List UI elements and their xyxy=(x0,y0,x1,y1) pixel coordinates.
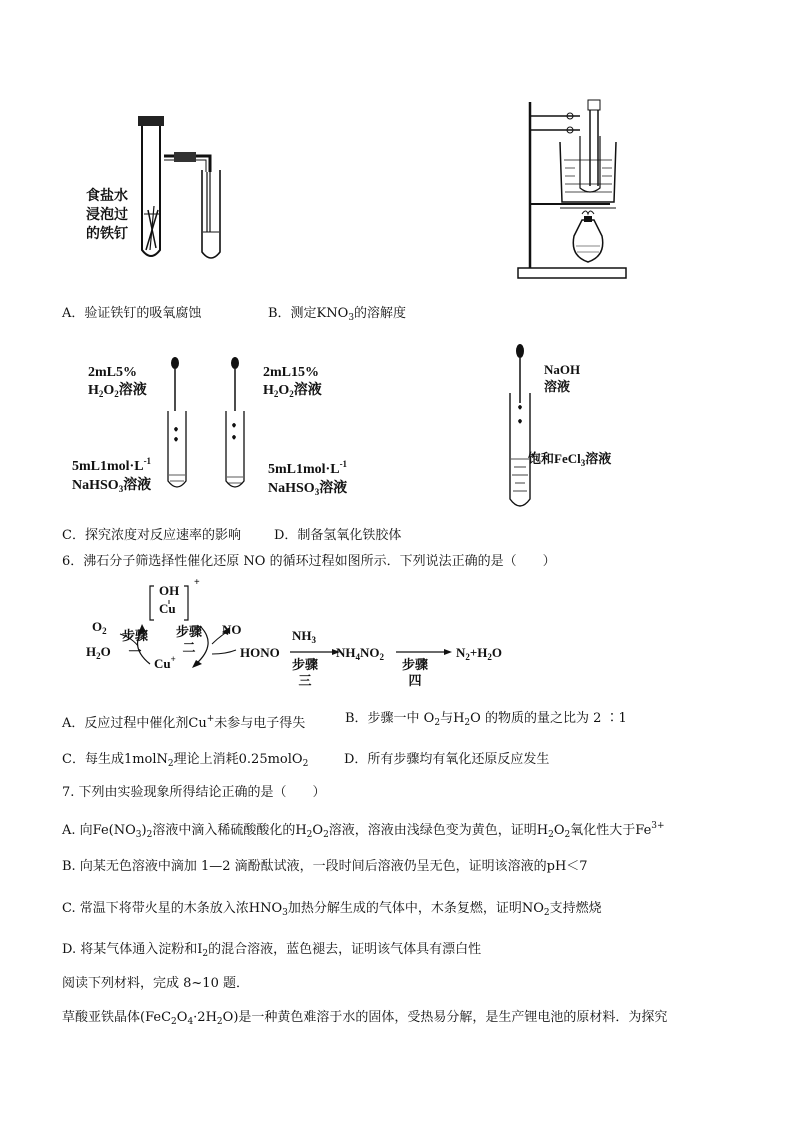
figure-d-label-top xyxy=(544,361,580,395)
label-line: 2mL15% xyxy=(263,365,319,380)
subscript: 3 xyxy=(135,830,142,840)
paragraph-text: O)是一种黄色难溶于水的固体，受热易分解，是生产锂电池的原材料．为探究 xyxy=(222,1010,668,1025)
superscript: -1 xyxy=(339,459,348,469)
scheme-text: O xyxy=(491,645,503,660)
subscript: 2 xyxy=(146,830,153,840)
figure-c-label-left-bottom xyxy=(72,452,151,499)
subscript: 2 xyxy=(98,389,104,399)
figure-c-label-left-top xyxy=(88,364,147,403)
q6-option-b xyxy=(345,711,627,731)
subscript: 2 xyxy=(167,759,174,769)
subscript: 4 xyxy=(187,1017,194,1027)
q7-option-b: B. 向某无色溶液中滴加 1—2 滴酚酞试液，一段时间后溶液仍呈无色，证明该溶液的pH＜7 xyxy=(62,859,588,874)
subscript: 2 xyxy=(273,389,279,399)
caption-d: D．制备氢氧化铁胶体 xyxy=(274,528,402,543)
scheme-step-number: 二 xyxy=(182,640,196,655)
subscript: 2 xyxy=(464,718,471,728)
subscript: 2 xyxy=(102,626,107,636)
label-line xyxy=(88,382,147,403)
label-line xyxy=(263,382,322,403)
option-text: B．步骤一中 O xyxy=(345,711,435,726)
option-text: 支持燃烧 xyxy=(549,901,602,916)
scheme-cu-plus xyxy=(154,654,176,672)
figure-d-apparatus xyxy=(500,343,550,513)
subscript: 2 xyxy=(306,830,313,840)
label-line xyxy=(72,476,151,499)
subscript: 2 xyxy=(171,1017,177,1027)
question-7-stem: 7. 下列由实验现象所得结论正确的是（ ） xyxy=(62,785,326,800)
scheme-step-number: 四 xyxy=(408,673,422,688)
option-text: A. 向Fe(NO xyxy=(62,823,136,838)
q6-option-a xyxy=(62,711,305,732)
figure-d-label-side xyxy=(528,448,611,468)
option-text: 与H xyxy=(440,711,465,726)
scheme-step-2 xyxy=(176,624,202,656)
scheme-step-label: 步骤 xyxy=(292,657,319,672)
figure-c-label-right-bottom xyxy=(268,455,347,502)
caption-b xyxy=(268,306,406,326)
scheme-charge: + xyxy=(194,577,200,588)
label-text: H xyxy=(88,383,99,398)
scheme-text: +H xyxy=(469,645,488,660)
q7-option-a xyxy=(62,818,665,843)
subscript: 2 xyxy=(379,652,384,662)
option-text: 溶液，溶液由浅绿色变为黄色，证明H xyxy=(328,823,549,838)
subscript: 2 xyxy=(302,759,309,769)
label-line: 浸泡过 xyxy=(86,208,128,223)
label-text: 5mL1mol·L xyxy=(72,459,144,474)
caption-c: C．探究浓度对反应速率的影响 xyxy=(62,528,241,543)
label-text: NaHSO xyxy=(268,481,315,496)
subscript: 3 xyxy=(282,908,288,918)
subscript: 2 xyxy=(323,830,329,840)
subscript: 2 xyxy=(465,652,470,662)
label-text: 溶液 xyxy=(585,451,612,466)
subscript: 2 xyxy=(289,389,294,399)
subscript: 2 xyxy=(114,389,119,399)
subscript: 3 xyxy=(118,484,124,494)
subscript: 2 xyxy=(543,908,550,918)
scheme-nh4no2 xyxy=(336,645,384,662)
option-text: O 的物质的量之比为 2 ∶1 xyxy=(470,711,627,726)
option-text: A．反应过程中催化剂Cu xyxy=(62,716,207,731)
reading-paragraph xyxy=(62,1010,667,1030)
subscript: 2 xyxy=(548,830,554,840)
caption-b-text: 的溶解度 xyxy=(354,306,407,321)
scheme-text: NH xyxy=(336,645,356,660)
figure-c-apparatus xyxy=(160,355,260,505)
caption-b-text: B．测定KNO xyxy=(268,306,349,321)
subscript: 3 xyxy=(580,458,586,468)
option-text: 未参与电子得失 xyxy=(214,716,306,731)
figure-c-label-right-top xyxy=(263,364,322,403)
subscript: 3 xyxy=(311,635,316,645)
scheme-text: NO xyxy=(360,645,380,660)
figure-a-label xyxy=(86,187,128,244)
subscript: 2 xyxy=(96,651,101,661)
scheme-h2o xyxy=(86,644,111,661)
scheme-step-1 xyxy=(122,628,148,660)
subscript: 2 xyxy=(434,718,441,728)
scheme-text: Cu xyxy=(154,656,171,671)
q6-option-d: D．所有步骤均有氧化还原反应发生 xyxy=(344,752,550,767)
label-line: 溶液 xyxy=(544,379,571,394)
superscript: + xyxy=(170,654,176,664)
question-6-stem: 6．沸石分子筛选择性催化还原 NO 的循环过程如图所示．下列说法正确的是（ ） xyxy=(62,554,556,569)
subscript: 2 xyxy=(202,949,209,959)
label-text: 溶液 xyxy=(118,383,147,398)
label-line xyxy=(268,479,347,502)
option-text: O xyxy=(553,823,565,838)
label-line: 2mL5% xyxy=(88,365,137,380)
label-line: 的铁钉 xyxy=(86,227,128,242)
q7-option-d xyxy=(62,942,481,962)
paragraph-text: O xyxy=(176,1010,188,1025)
scheme-nh3 xyxy=(292,628,316,645)
scheme-step-label: 步骤 xyxy=(402,657,429,672)
label-text: O xyxy=(278,383,290,398)
scheme-hono: HONO xyxy=(240,645,280,660)
label-line xyxy=(268,455,347,479)
subscript: 4 xyxy=(355,652,360,662)
subscript: 2 xyxy=(564,830,571,840)
option-text: 理论上消耗0.25molO xyxy=(173,752,303,767)
scheme-step-4 xyxy=(402,657,428,689)
subscript: 3 xyxy=(314,487,320,497)
scheme-text: O xyxy=(100,644,111,659)
option-text: 溶液中滴入稀硫酸酸化的H xyxy=(152,823,307,838)
superscript: 3+ xyxy=(651,821,665,831)
label-line xyxy=(72,452,151,476)
option-text: 的混合溶液，蓝色褪去，证明该气体具有漂白性 xyxy=(208,942,482,957)
label-text: H xyxy=(263,383,274,398)
q7-option-c xyxy=(62,901,602,921)
scheme-text: N xyxy=(456,645,466,660)
option-text: C. 常温下将带火星的木条放入浓HNO xyxy=(62,901,283,916)
scheme-cu: Cu xyxy=(159,601,176,616)
label-text: 溶液 xyxy=(123,478,152,493)
option-text: D. 将某气体通入淀粉和I xyxy=(62,942,203,957)
scheme-no: NO xyxy=(222,622,242,637)
superscript: + xyxy=(206,714,215,724)
label-text: NaHSO xyxy=(72,478,119,493)
option-text: ) xyxy=(141,823,147,838)
scheme-text: NH xyxy=(292,628,312,643)
scheme-oh: OH xyxy=(159,583,180,598)
option-text: C．每生成1molN xyxy=(62,752,168,767)
option-text: O xyxy=(312,823,324,838)
q6-option-c xyxy=(62,752,308,772)
option-text: 加热分解生成的气体中，木条复燃，证明NO xyxy=(287,901,544,916)
paragraph-text: 草酸亚铁晶体(FeC xyxy=(62,1010,172,1025)
scheme-step-number: 三 xyxy=(298,673,312,688)
paragraph-text: ·2H xyxy=(193,1010,217,1025)
scheme-step-label: 步骤 xyxy=(122,628,149,643)
scheme-text: H xyxy=(86,644,97,659)
scheme-products xyxy=(456,645,502,662)
label-line: NaOH xyxy=(544,362,581,377)
subscript: 3 xyxy=(348,313,355,323)
label-text: 溶液 xyxy=(293,383,322,398)
scheme-text: O xyxy=(92,619,103,634)
label-text: 溶液 xyxy=(319,481,348,496)
label-text: 饱和FeCl xyxy=(528,451,581,466)
option-text: 氧化性大于Fe xyxy=(570,823,652,838)
reading-intro: 阅读下列材料，完成 8~10 题． xyxy=(62,976,249,991)
subscript: 2 xyxy=(216,1017,223,1027)
scheme-step-3 xyxy=(292,657,318,689)
superscript: -1 xyxy=(143,456,152,466)
label-line: 食盐水 xyxy=(86,189,128,204)
scheme-o2 xyxy=(92,619,107,636)
label-text: O xyxy=(103,383,115,398)
scheme-step-number: 一 xyxy=(128,644,142,659)
caption-a: A．验证铁钉的吸氧腐蚀 xyxy=(62,306,202,321)
subscript: 2 xyxy=(487,652,492,662)
scheme-step-label: 步骤 xyxy=(176,624,203,639)
label-text: 5mL1mol·L xyxy=(268,462,340,477)
figure-b-apparatus xyxy=(510,96,640,284)
